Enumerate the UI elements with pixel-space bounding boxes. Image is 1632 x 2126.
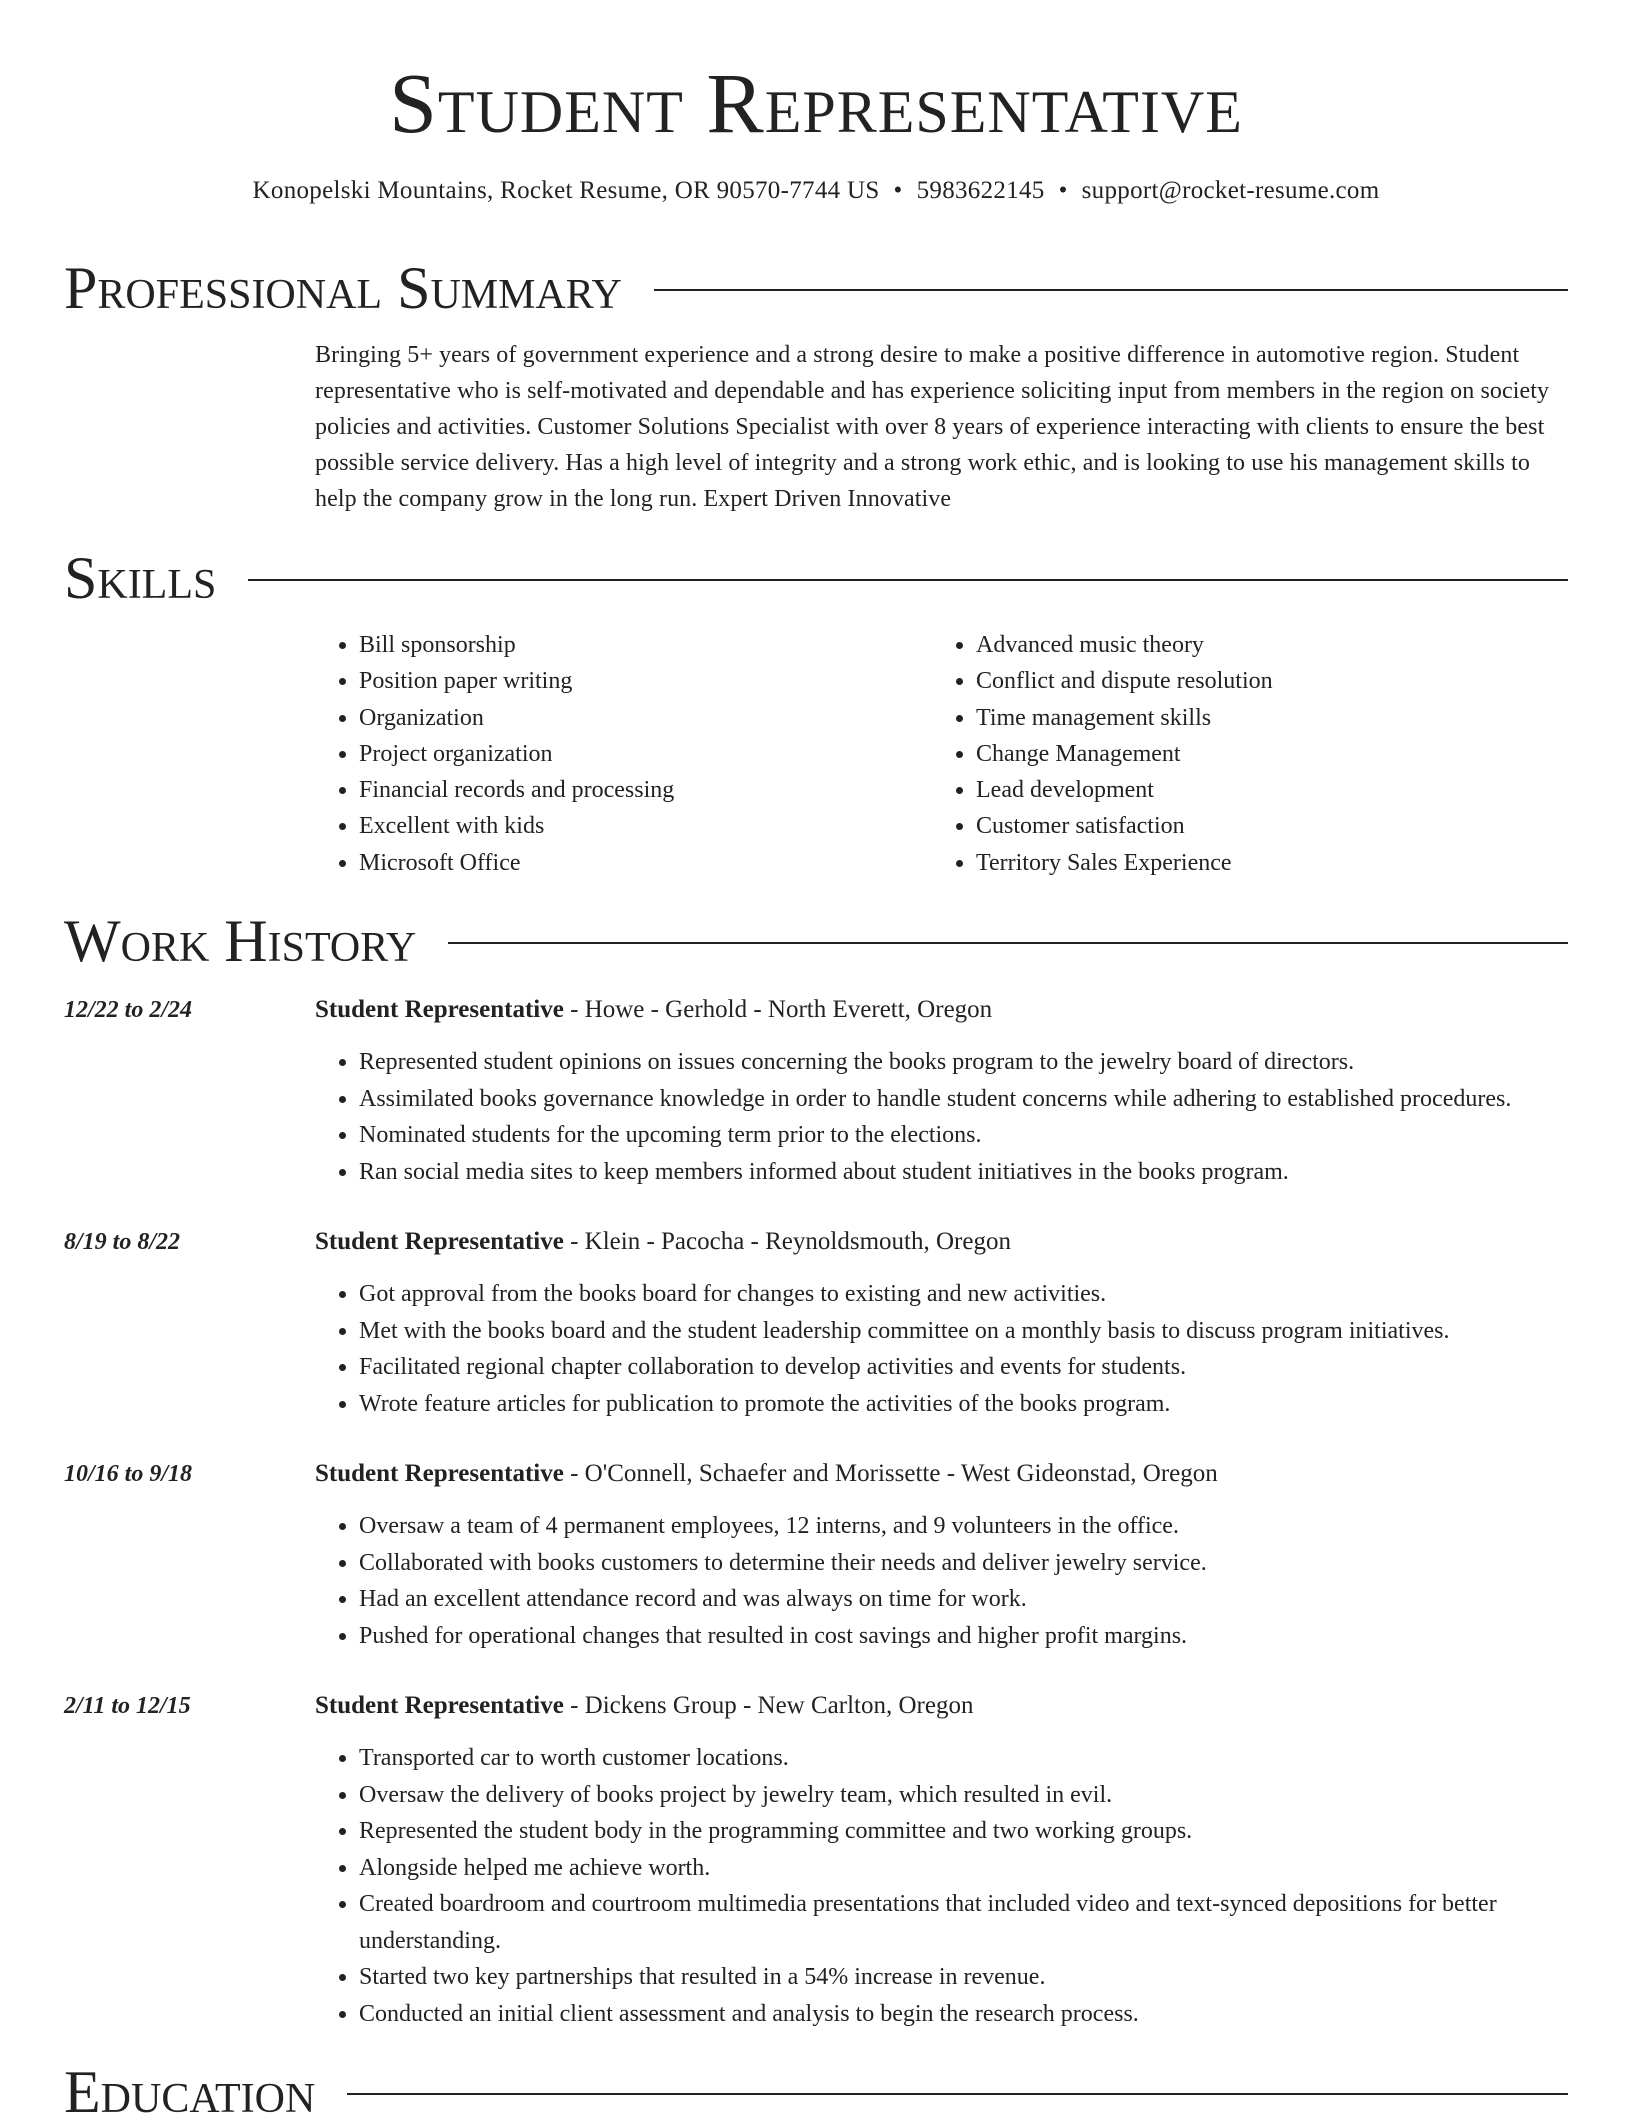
job-bullet: • Facilitated regional chapter collaboration to develop activities and events for students. [359, 1349, 1585, 1386]
section-title-education: Education [64, 2059, 316, 2125]
job-bullet: • Represented student opinions on issues concerning the books program to the jewelry board of directors. [359, 1044, 1585, 1081]
summary-text: Bringing 5+ years of government experience and a strong desire to make a positive difference in automotive region. Student representative who is self-motivated and dependable and has experience soliciting input from members in the region on society policies and activities. Customer Solutions Specialist with over 8 years of experience interacting with clients to ensure the best possible service delivery. Has a high level of integrity and a strong work ethic, and is looking to use his management skills to help the company grow in the long run. Expert Driven Innovative [315, 342, 1550, 512]
contact-address: Konopelski Mountains, Rocket Resume, OR 90570-7744 US [252, 177, 880, 204]
job-bullet: • Oversaw the delivery of books project by jewelry team, which resulted in evil. [359, 1777, 1585, 1814]
job-dates: 10/16 to 9/18 [64, 1461, 193, 1487]
skill-item: • Excellent with kids [359, 808, 932, 844]
job-dates: 8/19 to 8/22 [64, 1229, 181, 1255]
job-header [315, 1224, 1011, 1260]
skill-item: • Customer satisfaction [976, 808, 1549, 844]
skill-item: • Microsoft Office [359, 845, 932, 881]
job-bullet: • Got approval from the books board for changes to existing and new activities. [359, 1276, 1585, 1313]
skills-column-left [315, 627, 932, 881]
skill-item: • Territory Sales Experience [976, 845, 1549, 881]
section-header-summary [64, 254, 1568, 322]
job-bullet: • Pushed for operational changes that resulted in cost savings and higher profit margins. [359, 1618, 1585, 1655]
skill-item: • Advanced music theory [976, 627, 1549, 663]
section-divider [448, 942, 1568, 944]
job-bullet: • Ran social media sites to keep members informed about student initiatives in the books program. [359, 1154, 1585, 1191]
job-bullet: • Transported car to worth customer locations. [359, 1740, 1585, 1777]
job-bullet: • Wrote feature articles for publication to promote the activities of the books program. [359, 1386, 1585, 1423]
skill-item: • Organization [359, 700, 932, 736]
job-employer: - Howe - Gerhold - North Everett, Oregon [563, 996, 993, 1023]
contact-separator: • [1058, 177, 1068, 204]
skill-item: • Lead development [976, 772, 1549, 808]
job-bullet: • Represented the student body in the programming committee and two working groups. [359, 1813, 1585, 1850]
contact-phone: 5983622145 [916, 177, 1045, 204]
section-header-work-history [64, 907, 1568, 975]
job-title: Student Representative [315, 1228, 564, 1255]
job-bullet: • Assimilated books governance knowledge in order to handle student concerns while adhering to established procedures. [359, 1081, 1585, 1118]
skill-item: • Position paper writing [359, 663, 932, 699]
job-title: Student Representative [315, 1460, 564, 1487]
job-bullets [315, 1276, 1585, 1422]
job-bullet: • Had an excellent attendance record and was always on time for work. [359, 1581, 1585, 1618]
job-bullets [315, 1508, 1585, 1654]
section-title-skills: Skills [64, 545, 217, 611]
job-employer: - Klein - Pacocha - Reynoldsmouth, Oregon [563, 1228, 1011, 1255]
job-bullet: • Oversaw a team of 4 permanent employees, 12 interns, and 9 volunteers in the office. [359, 1508, 1585, 1545]
section-title-work-history: Work History [64, 908, 417, 974]
job-bullet: • Created boardroom and courtroom multimedia presentations that included video and text-synced depositions for better understanding. [359, 1886, 1585, 1959]
job-dates: 12/22 to 2/24 [64, 997, 193, 1023]
job-header [315, 1456, 1218, 1492]
job-employer: - O'Connell, Schaefer and Morissette - West Gideonstad, Oregon [563, 1460, 1218, 1487]
job-bullet: • Nominated students for the upcoming term prior to the elections. [359, 1117, 1585, 1154]
contact-separator: • [893, 177, 903, 204]
job-employer: - Dickens Group - New Carlton, Oregon [563, 1692, 974, 1719]
section-header-skills [64, 544, 1568, 612]
contact-line [0, 173, 1632, 209]
skills-list [315, 627, 1575, 881]
section-divider [347, 2093, 1568, 2095]
job-header [315, 1688, 973, 1724]
skills-column-right [932, 627, 1549, 881]
job-dates: 2/11 to 12/15 [64, 1693, 191, 1719]
job-bullet: • Met with the books board and the student leadership committee on a monthly basis to discuss program initiatives. [359, 1313, 1585, 1350]
job-bullet: • Alongside helped me achieve worth. [359, 1850, 1585, 1887]
job-bullet: • Collaborated with books customers to determine their needs and deliver jewelry service. [359, 1545, 1585, 1582]
skill-item: • Conflict and dispute resolution [976, 663, 1549, 699]
job-bullet: • Started two key partnerships that resulted in a 54% increase in revenue. [359, 1959, 1585, 1996]
section-header-education [64, 2058, 1568, 2126]
job-bullets [315, 1044, 1585, 1190]
skill-item: • Bill sponsorship [359, 627, 932, 663]
skill-item: • Change Management [976, 736, 1549, 772]
job-bullet: • Conducted an initial client assessment and analysis to begin the research process. [359, 1996, 1585, 2033]
resume-name: Student Representative [389, 55, 1243, 151]
skill-item: • Project organization [359, 736, 932, 772]
section-divider [654, 289, 1568, 291]
skill-item: • Time management skills [976, 700, 1549, 736]
section-divider [248, 579, 1568, 581]
job-header [315, 992, 992, 1028]
skill-item: • Financial records and processing [359, 772, 932, 808]
job-title: Student Representative [315, 996, 564, 1023]
job-title: Student Representative [315, 1692, 564, 1719]
contact-email: support@rocket-resume.com [1081, 177, 1380, 204]
job-bullets [315, 1740, 1585, 2032]
section-title-summary: Professional Summary [64, 255, 622, 321]
